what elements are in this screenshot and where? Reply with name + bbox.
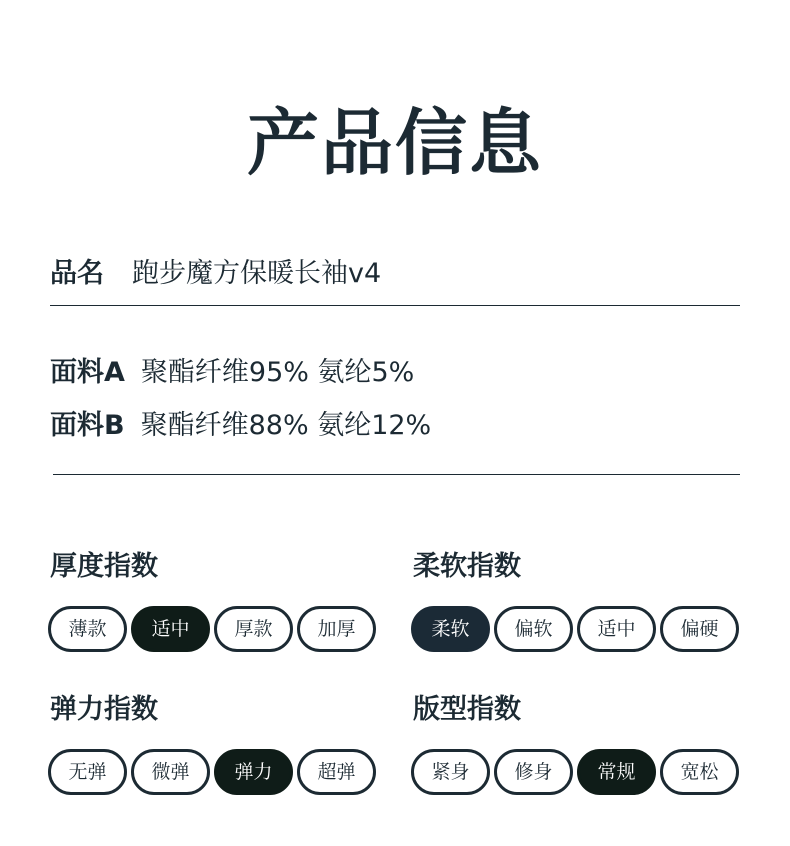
fit-option-tight[interactable]: 紧身	[411, 749, 490, 795]
elasticity-option-stretch[interactable]: 弹力	[214, 749, 293, 795]
divider	[53, 474, 740, 475]
elasticity-index-options	[48, 749, 376, 795]
product-name-value: 跑步魔方保暖长袖v4	[132, 258, 382, 289]
thickness-option-medium[interactable]: 适中	[131, 606, 210, 652]
fabric-b-value: 聚酯纤维88% 氨纶12%	[140, 410, 432, 441]
divider	[50, 305, 740, 306]
fabric-a-row	[50, 355, 414, 391]
softness-index-options	[411, 606, 739, 652]
thickness-option-thick[interactable]: 厚款	[214, 606, 293, 652]
fit-index-title: 版型指数	[413, 694, 521, 725]
thickness-index-options	[48, 606, 376, 652]
page-title: 产品信息	[246, 101, 543, 185]
fabric-b-row	[50, 408, 431, 444]
fit-option-regular[interactable]: 常规	[577, 749, 656, 795]
fabric-b-label: 面料B	[50, 410, 125, 441]
fit-option-slim[interactable]: 修身	[494, 749, 573, 795]
fit-index-options	[411, 749, 739, 795]
fabric-a-value: 聚酯纤维95% 氨纶5%	[140, 357, 415, 388]
elasticity-option-super[interactable]: 超弹	[297, 749, 376, 795]
elasticity-option-none[interactable]: 无弹	[48, 749, 127, 795]
elasticity-index-title: 弹力指数	[50, 694, 158, 725]
softness-option-soft[interactable]: 柔软	[411, 606, 490, 652]
thickness-index-title: 厚度指数	[50, 551, 158, 582]
elasticity-option-slight[interactable]: 微弹	[131, 749, 210, 795]
product-name-label: 品名	[50, 258, 104, 289]
softness-option-medium[interactable]: 适中	[577, 606, 656, 652]
thickness-option-extra-thick[interactable]: 加厚	[297, 606, 376, 652]
softness-index-title: 柔软指数	[413, 551, 521, 582]
softness-option-slightly-hard[interactable]: 偏硬	[660, 606, 739, 652]
fit-option-loose[interactable]: 宽松	[660, 749, 739, 795]
product-name-row	[50, 256, 381, 292]
softness-option-slightly-soft[interactable]: 偏软	[494, 606, 573, 652]
fabric-a-label: 面料A	[50, 357, 125, 388]
thickness-option-thin[interactable]: 薄款	[48, 606, 127, 652]
